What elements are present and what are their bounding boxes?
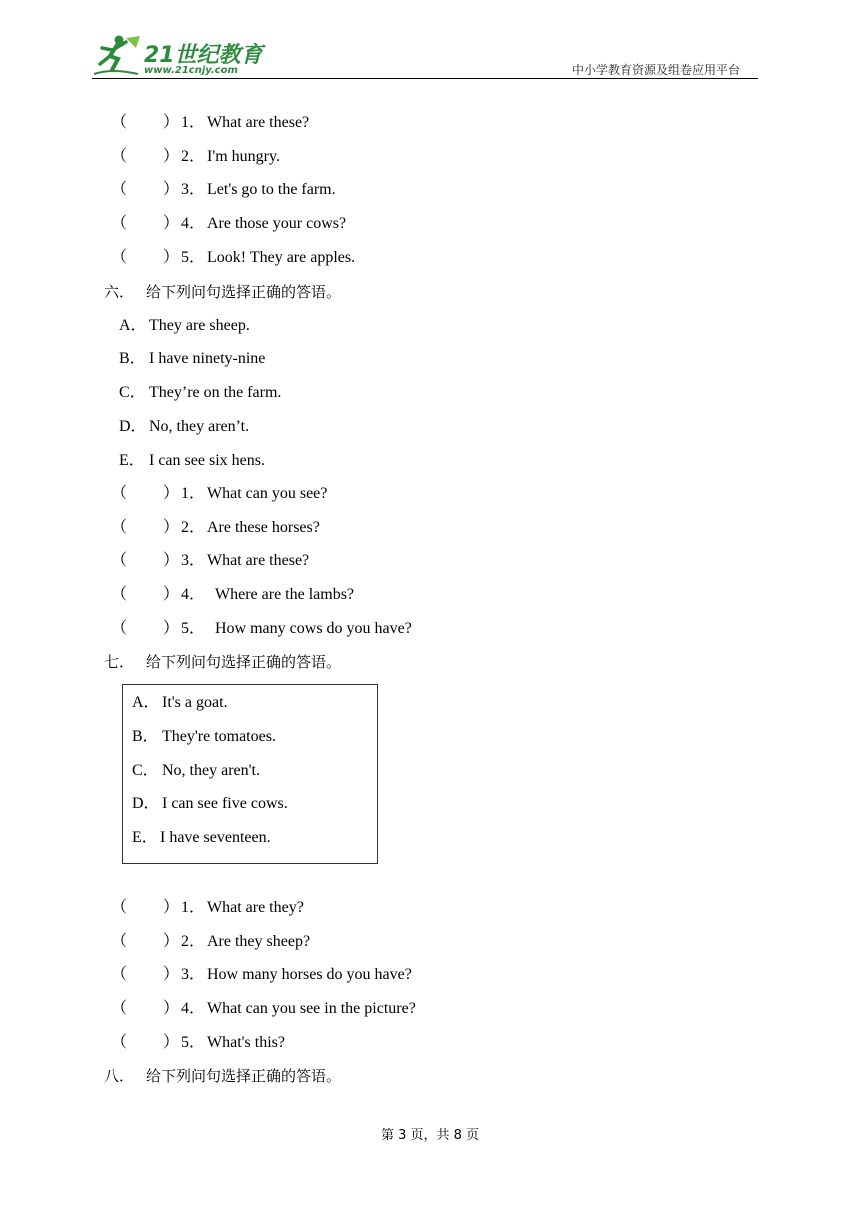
question-number: 5． bbox=[181, 249, 206, 266]
answer-paren-close: ） bbox=[163, 620, 180, 637]
question-number: 5． bbox=[181, 620, 206, 637]
question-text: Are those your cows? bbox=[207, 215, 347, 232]
question-number: 2． bbox=[181, 933, 206, 950]
question-number: 1． bbox=[181, 899, 206, 916]
answer-paren-close: ） bbox=[163, 249, 180, 266]
option-label: E． bbox=[132, 829, 158, 846]
question-number: 3． bbox=[181, 552, 206, 569]
answer-paren-open: （ bbox=[111, 519, 128, 536]
option-text: They're tomatoes. bbox=[162, 728, 276, 745]
option-text: It's a goat. bbox=[162, 694, 228, 711]
section-number: 六． bbox=[104, 283, 135, 301]
answer-paren-open: （ bbox=[111, 899, 128, 916]
question-text: I'm hungry. bbox=[207, 148, 280, 165]
option-text: I have seventeen. bbox=[160, 829, 271, 846]
answer-paren-close: ） bbox=[163, 485, 180, 502]
answer-paren-open: （ bbox=[111, 1000, 128, 1017]
question-number: 2． bbox=[181, 148, 206, 165]
answer-paren-close: ） bbox=[163, 1000, 180, 1017]
question-number: 1． bbox=[181, 485, 206, 502]
question-number: 4． bbox=[181, 586, 206, 603]
header-divider bbox=[92, 78, 758, 79]
question-number: 1． bbox=[181, 114, 206, 131]
question-number: 4． bbox=[181, 1000, 206, 1017]
option-text: I can see six hens. bbox=[149, 452, 265, 469]
option-text: I have ninety-nine bbox=[149, 350, 266, 367]
question-text: Are they sheep? bbox=[207, 933, 311, 950]
question-text: What can you see? bbox=[207, 485, 328, 502]
answer-paren-open: （ bbox=[111, 215, 128, 232]
question-text: What are they? bbox=[207, 899, 304, 916]
question-text: What are these? bbox=[207, 552, 310, 569]
question-text: How many horses do you have? bbox=[207, 966, 412, 983]
option-label: C． bbox=[119, 384, 146, 401]
answer-paren-close: ） bbox=[163, 181, 180, 198]
answer-paren-close: ） bbox=[163, 1034, 180, 1051]
question-text: Are these horses? bbox=[207, 519, 320, 536]
answer-paren-close: ） bbox=[163, 519, 180, 536]
question-text: What are these? bbox=[207, 114, 310, 131]
answer-paren-close: ） bbox=[163, 114, 180, 131]
page-footer: 第 3 页，共 8 页 bbox=[380, 1128, 480, 1143]
option-label: E． bbox=[119, 452, 145, 469]
logo-url: www.21cnjy.com bbox=[144, 65, 238, 76]
section-number: 八． bbox=[104, 1067, 135, 1085]
question-text: Let's go to the farm. bbox=[207, 181, 336, 198]
question-text: Look! They are apples. bbox=[207, 249, 356, 266]
answer-paren-open: （ bbox=[111, 586, 128, 603]
platform-name: 中小学教育资源及组卷应用平台 bbox=[572, 63, 741, 77]
answer-paren-open: （ bbox=[111, 1034, 128, 1051]
answer-paren-open: （ bbox=[111, 552, 128, 569]
answer-paren-open: （ bbox=[111, 966, 128, 983]
answer-paren-open: （ bbox=[111, 181, 128, 198]
question-number: 3． bbox=[181, 181, 206, 198]
option-label: B． bbox=[132, 728, 159, 745]
question-text: What's this? bbox=[207, 1034, 285, 1051]
question-text: What can you see in the picture? bbox=[207, 1000, 416, 1017]
section-title: 给下列问句选择正确的答语。 bbox=[146, 283, 342, 301]
option-text: No, they aren't. bbox=[162, 762, 260, 779]
answer-paren-close: ） bbox=[163, 148, 180, 165]
answer-paren-open: （ bbox=[111, 249, 128, 266]
answer-paren-close: ） bbox=[163, 552, 180, 569]
option-text: No, they aren’t. bbox=[149, 418, 250, 435]
option-label: D． bbox=[119, 418, 147, 435]
section-number: 七． bbox=[104, 653, 135, 671]
option-text: They’re on the farm. bbox=[149, 384, 282, 401]
logo bbox=[92, 34, 262, 80]
answer-paren-close: ） bbox=[163, 899, 180, 916]
question-text: Where are the lambs? bbox=[215, 586, 355, 603]
option-label: B． bbox=[119, 350, 146, 367]
answer-paren-open: （ bbox=[111, 620, 128, 637]
answer-paren-open: （ bbox=[111, 485, 128, 502]
option-text: They are sheep. bbox=[149, 317, 250, 334]
option-label: A． bbox=[132, 694, 160, 711]
option-label: D． bbox=[132, 795, 160, 812]
answer-paren-close: ） bbox=[163, 586, 180, 603]
question-number: 3． bbox=[181, 966, 206, 983]
answer-paren-close: ） bbox=[163, 933, 180, 950]
question-number: 4． bbox=[181, 215, 206, 232]
answer-paren-close: ） bbox=[163, 215, 180, 232]
runner-logo-icon bbox=[92, 34, 146, 78]
answer-paren-close: ） bbox=[163, 966, 180, 983]
logo-text: 21世纪教育 bbox=[144, 43, 263, 68]
section-title: 给下列问句选择正确的答语。 bbox=[146, 653, 342, 671]
option-label: A． bbox=[119, 317, 147, 334]
question-text: How many cows do you have? bbox=[215, 620, 412, 637]
question-number: 2． bbox=[181, 519, 206, 536]
page-header bbox=[0, 0, 860, 90]
answer-paren-open: （ bbox=[111, 148, 128, 165]
question-number: 5． bbox=[181, 1034, 206, 1051]
answer-paren-open: （ bbox=[111, 933, 128, 950]
section-title: 给下列问句选择正确的答语。 bbox=[146, 1067, 342, 1085]
answer-paren-open: （ bbox=[111, 114, 128, 131]
option-text: I can see five cows. bbox=[162, 795, 288, 812]
option-label: C． bbox=[132, 762, 159, 779]
